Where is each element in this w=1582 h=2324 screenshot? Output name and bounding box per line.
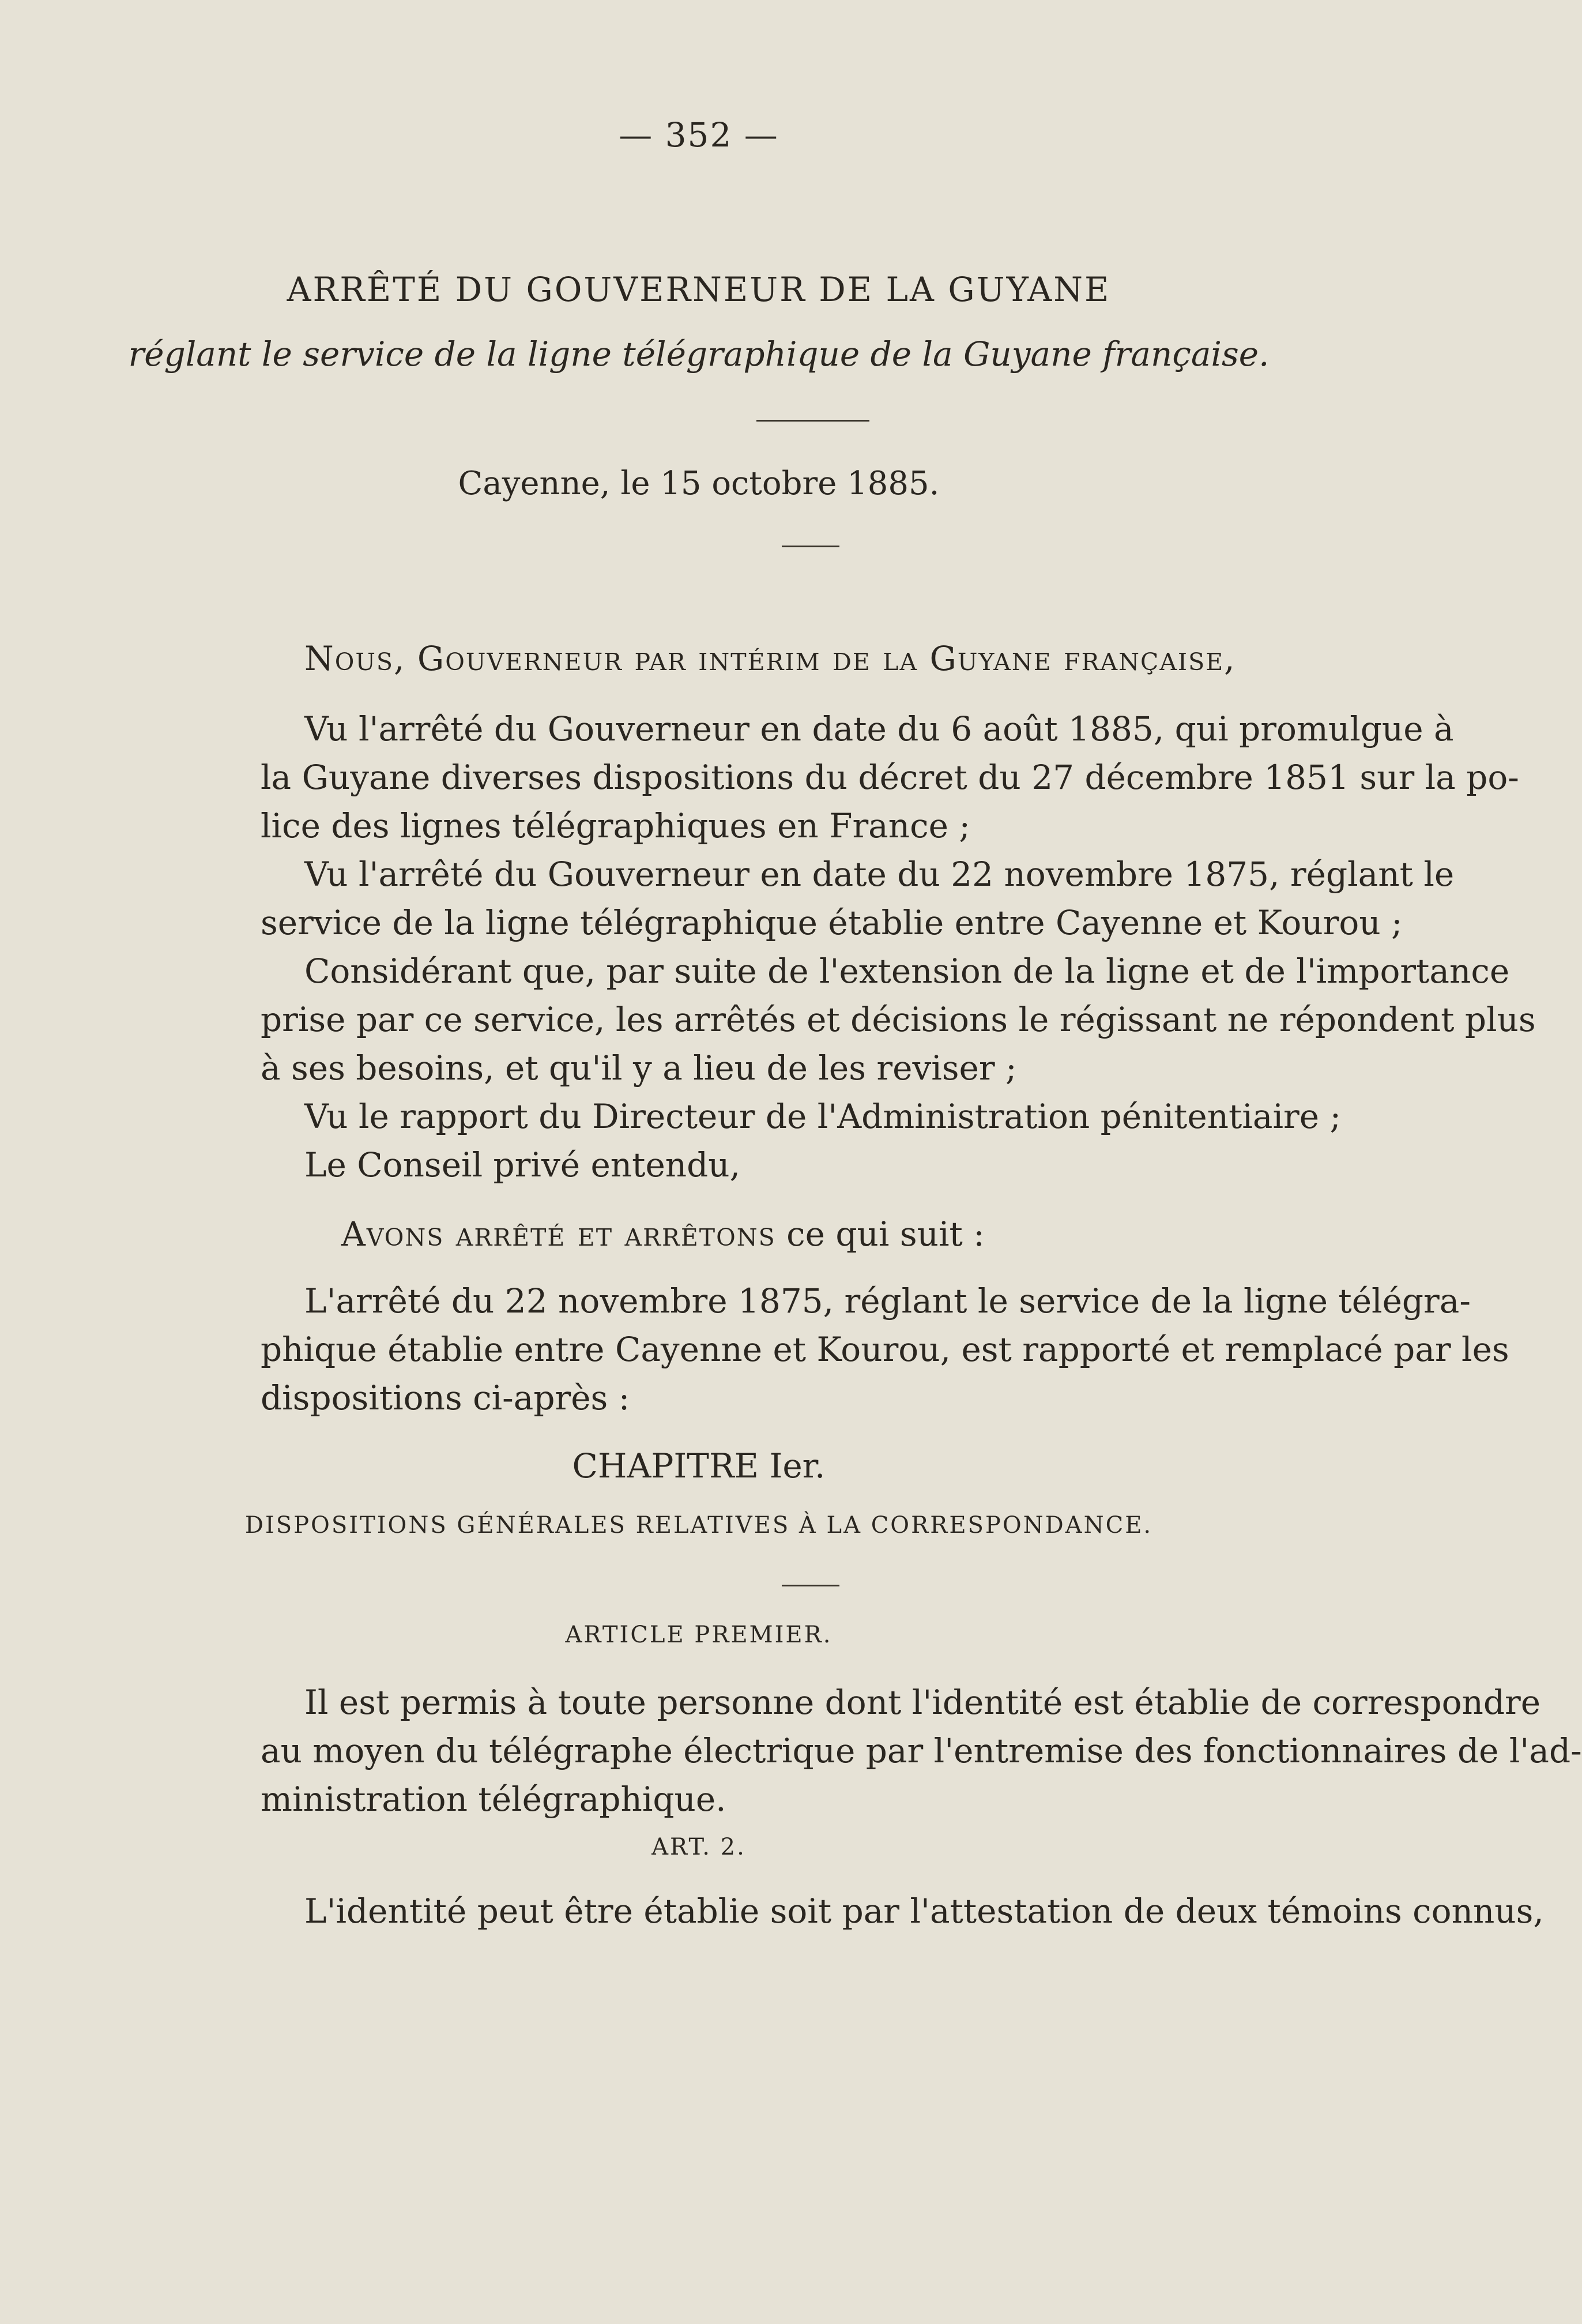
divider-rule (782, 546, 839, 547)
paragraph-line: la Guyane diverses dispositions du décret du 27 décembre 1851 sur la po- (261, 758, 1519, 797)
chapter-subtitle: DISPOSITIONS GÉNÉRALES RELATIVES À LA CORRESPONDANCE. (244, 1512, 1153, 1539)
preamble: Nous, Gouverneur par intérim de la Guyane française, (304, 639, 1236, 678)
date-line: Cayenne, le 15 octobre 1885. (458, 465, 940, 502)
decree-formula-rest: ce qui suit : (775, 1214, 985, 1254)
paragraph-line: phique établie entre Cayenne et Kourou, est rapporté et remplacé par les (261, 1330, 1509, 1369)
article-2-heading: ART. 2. (651, 1834, 746, 1860)
paragraph-line: Considérant que, par suite de l'extension de la ligne et de l'importance (304, 952, 1510, 991)
paragraph-line: lice des lignes télégraphiques en France ; (261, 806, 970, 845)
paragraph-line: prise par ce service, les arrêtés et décisions le régissant ne répondent plus (261, 1000, 1536, 1039)
divider-rule (782, 1585, 839, 1586)
chapter-title: CHAPITRE Ier. (572, 1446, 826, 1486)
divider-rule (756, 420, 869, 422)
paragraph-line: au moyen du télégraphe électrique par l'entremise des fonctionnaires de l'ad- (261, 1731, 1582, 1770)
paragraph-line: dispositions ci-après : (261, 1378, 630, 1417)
paragraph-line: service de la ligne télégraphique établie entre Cayenne et Kourou ; (261, 903, 1403, 942)
page-number: — 352 — (619, 115, 779, 155)
decree-formula (341, 1210, 985, 1258)
paragraph-line: Vu l'arrêté du Gouverneur en date du 6 août 1885, qui promulgue à (304, 709, 1454, 749)
decree-formula-smallcaps: Avons arrêté et arrêtons (341, 1214, 776, 1254)
paragraph-line: à ses besoins, et qu'il y a lieu de les reviser ; (261, 1048, 1017, 1088)
paragraph-line: L'arrêté du 22 novembre 1875, réglant le service de la ligne télégra- (304, 1281, 1471, 1321)
paragraph-line: Le Conseil privé entendu, (304, 1145, 741, 1184)
paragraph-line: Vu l'arrêté du Gouverneur en date du 22 novembre 1875, réglant le (304, 855, 1455, 894)
paragraph-line: Vu le rapport du Directeur de l'Administration pénitentiaire ; (304, 1097, 1342, 1136)
paragraph-line: ministration télégraphique. (261, 1780, 726, 1819)
article-1-heading: ARTICLE PREMIER. (565, 1622, 833, 1648)
paragraph-line: L'identité peut être établie soit par l'attestation de deux témoins connus, (304, 1891, 1544, 1931)
decree-title: ARRÊTÉ DU GOUVERNEUR DE LA GUYANE (287, 270, 1111, 309)
decree-subtitle: réglant le service de la ligne télégraphique de la Guyane française. (128, 334, 1270, 374)
paragraph-line: Il est permis à toute personne dont l'identité est établie de correspondre (304, 1683, 1541, 1722)
